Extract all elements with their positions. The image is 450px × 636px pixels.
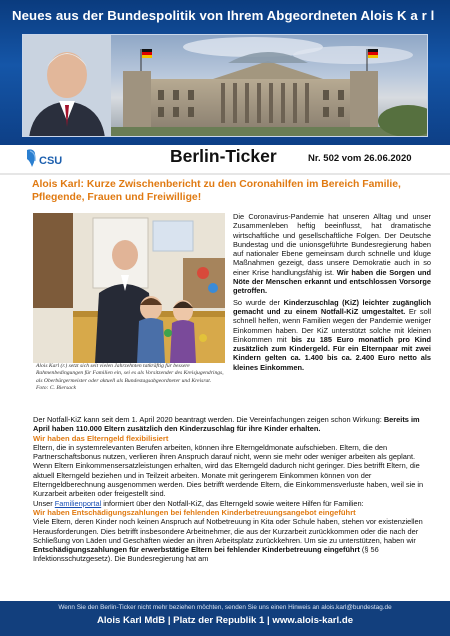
csu-logo (24, 147, 72, 171)
article-right-column (233, 212, 431, 374)
subheading-elterngeld: Wir haben das Elterngeld flexibilisiert (33, 433, 169, 443)
footer-unsubscribe-note: Wenn Sie den Berlin-Ticker nicht mehr beziehen möchten, senden Sie uns einen Hinweis an alois.karl@bundestag.de (58, 604, 392, 611)
paragraph-intro: Die Coronavirus-Pandemie hat unseren Alltag und unser Zusammenleben heftig beeinflusst, hat dramatische wirtschaftliche und gesellschaftliche Folgen. Der Deutsche Bundestag und die unionsgeführte Bundesregierung haben auf nationaler Ebene gemeinsam durch schnelle und kluge Maßnahmen gezeigt, dass unsere Demokratie auch in so einer Krise handlungsfähig ist. Wir haben die Sorgen und Nöte der Menschen erkannt und entschlossen Vorsorge getroffen. (233, 212, 431, 296)
paragraph-familienportal: Unser Familienportal informiert über den Notfall-KiZ, das Elterngeld sowie weitere Hilfen für Familien: (33, 498, 364, 508)
article-body (33, 415, 431, 564)
ticker-title: Berlin-Ticker (170, 146, 277, 166)
csu-logo-text: CSU (39, 155, 63, 167)
article-photo (33, 213, 225, 363)
paragraph-entschaedigung: Viele Eltern, deren Kinder noch keinen Anspruch auf Notbetreuung in Kita oder Schule haben, stehen vor existenziellen Herausforderungen. Dies betrifft insbesondere Arbeitnehmer, die aus der Kurzarbeit zurückkommen oder die nach der Schließung von Läden und Geschäften wieder an ihren Arbeitsplatz zurückkehren. Um sie zu unterstützen, haben wir Entschädigungszahlungen für erwerbstätige Eltern bei fehlender Kinderbetreuung eingeführt (§ 56 Infektionsschutzgesetz). Die Bundesregierung hat am (33, 517, 423, 564)
photo-caption: Alois Karl (r.) setzt sich seit vielen Jahrzehnten tatkräftig für bessere Rahmenbedingungen für Familien ein, sei es als Vorsitzender des Kreisjugendrings, als Oberbürgermeister oder aktuell als Bundestagsabgeordneter und Kreisrat. Foto: C. Biersack (36, 363, 224, 391)
article-headline: Alois Karl: Kurze Zwischenbericht zu den Coronahilfen im Bereich Familie, Pflegende, Frauen und Freiwillige! (32, 179, 401, 203)
classroom-photo-illustration (33, 213, 225, 363)
familienportal-link[interactable]: Familienportal (54, 498, 102, 508)
paragraph-elterngeld: Eltern, die in systemrelevanten Berufen arbeiten, können ihre Elterngeldmonate aufschieben. Eltern, die den Partnerschaftsbonus nutzen, verlieren ihren Anspruch darauf nicht, wenn sie mehr oder weniger arbeiten als geplant. Wenn Eltern Einkommensersatzleistungen erhalten, wird das Elterngeld dadurch nicht geringer. Dies betrifft Eltern, die aktuell Elterngeld beziehen und in Teilzeit arbeiten. Monate mit geringerem Einkommen können von der Elterngeldberechnung ausgenommen werden. Dies betrifft werdende Eltern, die Einkommensverluste haben, weil sie in Kurzarbeit arbeiten oder freigestellt sind. (33, 442, 424, 499)
reichstag-illustration (23, 35, 428, 137)
footer-contact: Alois Karl MdB | Platz der Republik 1 | www.alois-karl.de (96, 615, 354, 626)
issue-number: Nr. 502 vom 26.06.2020 (308, 153, 412, 164)
paragraph-notfall-kiz: Der Notfall-KiZ kann seit dem 1. April 2020 beantragt werden. Die Vereinfachungen zeigen schon Wirkung: Bereits im April haben 110.000 Eltern zusätzlich den Kinderzuschlag für ihre Kinder erhalten. (33, 415, 420, 434)
paragraph-kinderzuschlag: So wurde der Kinderzuschlag (KiZ) leichter zugänglich gemacht und zu einem Notfall-KiZ umgestaltet. Er soll schnell helfen, wenn Familien wegen der Pandemie weniger Einkommen haben. Der KiZ unterstützt solche mit kleinen Einkommen mit bis zu 185 Euro monatlich pro Kind zusätzlich zum Kindergeld. Für ein Elternpaar mit zwei Kindern gelten ca. 1.400 bis ca. 2.400 Euro netto als kleines Einkommen. (233, 297, 432, 372)
subheading-entschaedigung: Wir haben Entschädigungszahlungen bei fehlenden Kinderbetreuungsangebot eingeführt (33, 507, 356, 517)
newsletter-title: Neues aus der Bundespolitik von Ihrem Abgeordneten Alois K a r l (12, 8, 435, 23)
header-photo-reichstag (22, 34, 428, 137)
